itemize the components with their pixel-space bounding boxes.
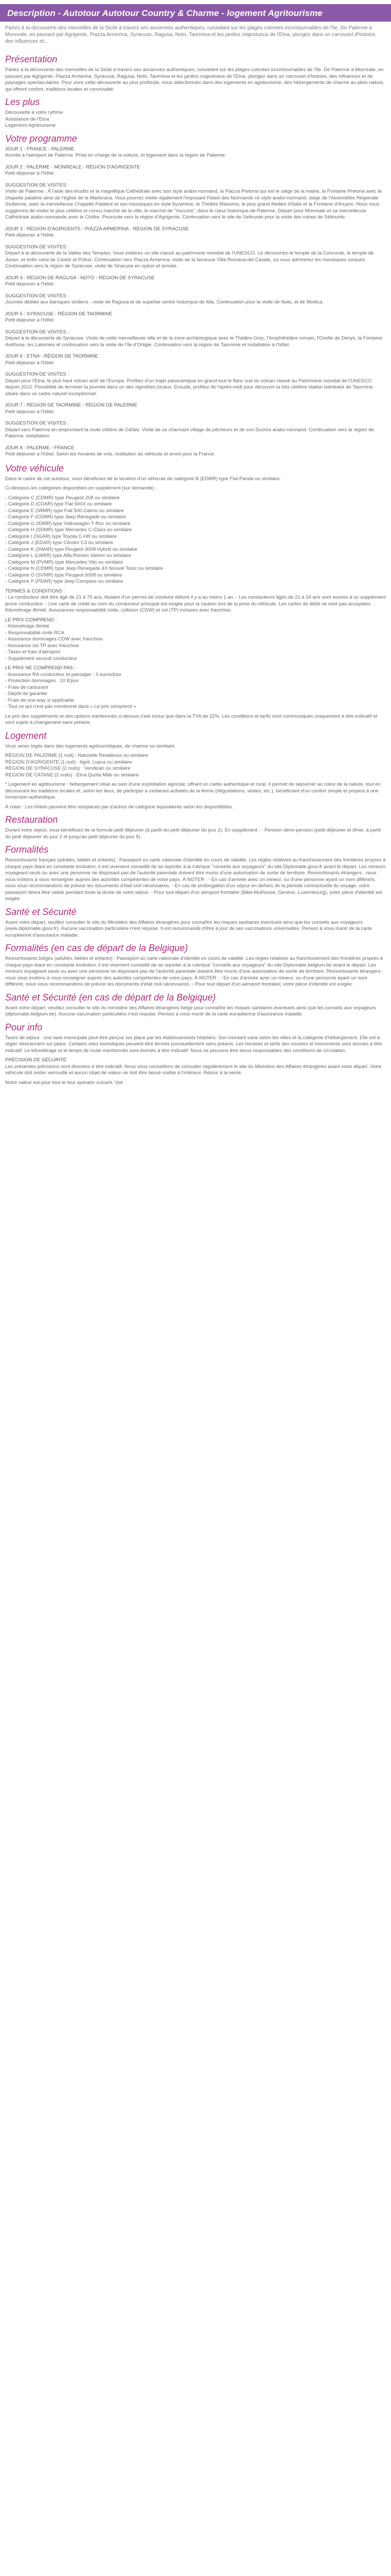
programme-day-text: Visite de Palerme : À l'aide des érudits et la magnifique Cathédrale avec son style arabo-normand, la Piazza Pretoria qui est le siège de la mairie, la Fontaine Pretoria avec la chapelle palatine ainsi de l'église de la Martorana. Vous pourrez visiter également l'imposant Palais des Normands ce style arabo-normand, siège de l'Assemblée Régionale Sicilienne, avec la merveilleuse Chapelle Palatine et ses mosaïques en style byzantine, le Théâtre Massimo, le plus grand théâtre d'Italie et la Fontaine d'Arçano. Nous vous suggérons de visiter le plus célèbre et connu marché de la ville, le marché de "Vucciria", dans le cœur historique de Palerme. Départ pour Monreale et sa merveilleuse Cathédrale arabo-normande avec le Cloître. Poursuite vers la région d'Agrigente. Continuation vers le site de Selinunte pour la visite des ruines de Sélinunte. [5,189,382,220]
formalites-heading: Formalités [5,844,49,855]
programme-day [5,275,386,288]
noprix-item: - Dépôt de garantie [5,691,47,697]
programme-day-text: Départ vers Palerme en empruntant la route côtière de Cefalù. Visite de ce charmant village de pêcheurs et de son Duomo arabo-normand. Continuation vers la région de Palerme, installation. [5,427,374,439]
programme-day-text: Départ à la découverte de Syracuse. Visite de cette merveilleuse ville et de la zone archéologique avec le Théâtre Grec, l'Amphithéâtre romain, l'Oreille de Denys, la Fontaine Aréthuse, les Latomies et continuation vers la visite de l'île d'Ortigie. Continuation vers la région de Taormine et installation à l'hôtel. [5,335,382,348]
vehicule-category-item: - Catégorie I (SGAR) type Toyota C-HR ou similaire [5,533,117,539]
formalites-be-text: Ressortissants belges (adultes, bébés et enfants) : Passeport ou carte nationale d'identité en cours de validité. Les règles relatives au franchissement des frontières propres à chaque pays étant en constante évolution, il est vivement conseillé de se reporter à la rubrique "conseils aux voyageurs" du site Diplomatie.belgium.be avant le départ. Les mineurs voyageant seuls ou avec une personne ne disposant pas de l'autorité parentale doivent être munis d'une autorisation de sortie de territoire. Ressortissants étrangers : nous vous invitons à vous renseigner auprès des autorités compétentes de votre pays. À NOTER : - En cas d'arrivée avec un mineur, ou d'une personne ayant un nom différent, nous vous recommandons de prévoir les documents d'état civil nécessaires. - Pour tout départ d'un aéroport frontalier, votre pièce d'identité est exigée. [5,956,383,987]
programme-day-text: Départ à la découverte de la Vallée des Temples. Vous visiterez un site classé au patrimoine mondial de l'UNESCO. Le découvriez-le temple de la Concorde, le temple de Junon, et enfin celui de Castor et Pollux. Continuation vers Piazza Armerina, visite de la fameuse Villa Romana del Casale, où vous admirerez les mosaïques uniques. Continuation vers la région de Syracuse, visite de Siracusa en option et arrivée. [5,250,374,269]
programme-day-text: Journée dédiée aux baroques siciliens : visite de Ragusa et de superbe centre historique de Ibla. Continuation pour la visite de Noto, et de Modica. [5,299,324,305]
programme-day-title: JOUR 2 : PALERME - MONREALE - RÉGION D'AGRIGENTE [5,164,140,170]
sante-heading: Santé et Sécurité [5,906,77,917]
prix-item: - Kilométrage illimité [5,623,50,629]
prix-title: LE PRIX COMPREND : [5,617,57,623]
logement-text: Vous serez logés dans des logements agritouristiques, de charme ou similaire. [5,743,176,749]
logement-note: À noter : Les hôtels peuvent être remplacés par d'autres de catégorie équivalente selon les disponibilités. [5,804,234,810]
programme-day-text: Petit déjeuner à l'hôtel. [5,409,55,415]
programme-day [5,164,386,177]
noprix-list [5,672,386,710]
vehicule-category-item: - Catégorie O (SVMR) type Peugeot 5008 ou similaire [5,572,122,578]
infos-text: Taxes de séjour : une taxe municipale peut être perçue sur place par les établissements hôteliers. Son montant varie selon les villes et la catégorie d'hébergement. Elle est à régler directement sur place. Certains sites touristiques peuvent être fermés ponctuellement sans préavis. Les horaires et tarifs des musées et monuments sont donnés à titre indicatif. Le kilométrage et le temps de route mentionnés sont donnés à titre indicatif. Nous ne pouvons être tenus responsables des conditions de circulation. [5,1035,382,1054]
vehicule-category-item: - Catégorie E (IWMR) type Fiat 500 Cabrio ou similaire [5,507,124,514]
programme-day-title: SUGGESTION DE VISITES : [5,329,69,335]
main-content [0,54,391,1086]
programme-day [5,329,386,349]
restauration-heading: Restauration [5,815,58,825]
programme-day-title: SUGGESTION DE VISITES : [5,420,69,426]
programme-day [5,402,386,415]
programme-day-text: Petit déjeuner à l'hôtel. Selon les horaires de vols, restitution du véhicule et envol pour la France. [5,451,216,457]
logement-list [5,753,386,778]
programme-day-text: Départ pour l'Etna, le plus haut volcan actif de l'Europe. Profitez d'un trajet panoramique en grand tout le flanc sud du volcan classé au Patrimoine mondial de l'UNESCO depuis 2013. Possibilité de terminer la journée dans un des vignobles locaux. Ensuite, profitez de l'après-midi pour découvrir la très célèbre station balnéaire de Taormine, située dans un cadre naturel exceptionnel. [5,378,374,397]
lesplus-heading: Les plus [5,97,40,107]
sante-text: Avant votre départ, veuillez consulter le site du Ministère des Affaires étrangères pour connaître les risques sanitaires éventuels ainsi que les conseils aux voyageurs (www.diplomatie.gouv.fr). Aucune vaccination particulière n'est requise. Il est recommandé d'être à jour de ses vaccinations universelles. Pensez à vous munir de la carte européenne d'assurance maladie. [5,919,372,938]
vehicule-category-item: - Catégorie J (EDAR) type Citroën C3 ou similaire [5,540,113,546]
noprix-item: - Frais de one-way si applicable [5,697,74,703]
noprix-item: - Frais de carburant [5,684,48,690]
vehicule-note: Le prix des suppléments et des options mentionnés ci-dessus n'est inclus que dans la TVA de 22%. Les conditions et tarifs sont communiqués uniquement à titre indicatif et sont sujets à changement sans préavis. [5,713,378,725]
lesplus-item: Logement Agritourisme [5,123,56,128]
programme-day [5,311,386,324]
programme-day [5,445,386,458]
vehicule-categories-intro: Ci-dessous les catégories disponibles en supplément (sur demande) : [5,485,157,491]
intro-text: Partez à la découverte des merveilles de la Sicile à travers ses anciennes authentiques, ruisselant sur les plages colorées incontournables de l'Ile. De Palerme à Monreale, en passant par Agrigente, Piazza Armerina, Syracuse, Ragusa, Noto, Taormina et les jardins majestueux de l'Etna, plongez dans un carrousel d'histoire, des influences et... [5,25,377,44]
programme-day-title: SUGGESTION DE VISITES : [5,371,69,377]
vehicule-text: Dans le cadre de cet autotour, vous bénéficiez de la location d'un véhicule de catégorie B (EDMR) type Fiat Panda ou similaire. [5,476,281,482]
programme-day-text: Petit déjeuner à l'hôtel. [5,232,55,238]
logement-heading: Logement [5,730,47,741]
restauration-text: Durant votre séjour, vous bénéficiez de la formule petit déjeuner (à partir du petit déjeuner du jour 2). En supplément : - Pension demi-pension (petit déjeuner et dîner, à partir du petit déjeuner du jour 2 et jusqu'au petit déjeuner du jour 8). [5,827,382,840]
precision-text: Les présentes précisions sont données à titre indicatif. Nous vous conseillons de consulter régulièrement le site du Ministère des Affaires étrangères avant votre départ. Votre véhicule doit rester verrouillé et aucun objet de valeur ne doit être laissé visible à l'intérieur. Retour à la vente. [5,1063,382,1076]
programme-day-title: JOUR 7 : RÉGION DE TAORMINE - RÉGION DE PALERME [5,402,138,408]
prix-item: - Responsabilité civile RCA [5,630,64,636]
programme-day-title: SUGGESTION DE VISITES : [5,293,69,299]
vehicule-category-item: - Catégorie G (IDMR) type Volkswagen T-Roc ou similaire [5,520,131,527]
prix-item: - Assurance vol TP avec franchise [5,642,79,649]
programme-day [5,182,386,221]
logement-item: RÉGION DE SYRACUSE (2 nuits) : Vendicari ou similaire [5,766,131,771]
programme-day-title: JOUR 3 : RÉGION D'AGRIGENTE - PIAZZA ARMERINA - RÉGION DE SYRACUSE [5,226,189,232]
logement-item: RÉGION DE PALERME (1 nuit) : Naturelle Residence ou similaire [5,753,149,758]
programme-day-title: JOUR 6 : ETNA - RÉGION DE TAORMINE [5,353,99,359]
programme-day [5,420,386,440]
programme-day [5,371,386,397]
vehicule-category-item: - Catégorie H (SDMR) type Mercedes C-Class ou similaire [5,527,132,533]
programme-days [5,146,386,458]
programme-day-text: Petit déjeuner à l'hôtel. [5,281,55,287]
programme-day-title: JOUR 5 : SYRACUSE - RÉGION DE TAORMINE [5,311,112,317]
formalites-text: Ressortissants français (adultes, bébés et enfants) : Passeport ou carte nationale d'identité en cours de validité. Les règles relatives au franchissement des frontières propres à chaque pays étant en constante évolution, il est vivement conseillé de se reporter à la rubrique "conseils aux voyageurs" du site Diplomatie.gouv.fr avant le départ. Les mineurs voyageant seuls ou avec une personne ne disposant pas de l'autorité parentale doivent être munis d'une autorisation de sortie de territoire. Ressortissants étrangers : nous vous invitons à vous renseigner auprès des autorités compétentes de votre pays. À NOTER : - En cas d'arrivée avec un mineur, ou d'une personne ayant un nom différent, nous vous recommandons de prévoir les documents d'état civil nécessaires. - En cas de prolongation d'un séjour en dehors de la période contractuelle du voyage, votre passeport devra être valide pendant toute la durée de votre séjour. - Pour tout départ d'un aéroport frontalier (Bâle-Mulhouse, Genève, Luxembourg), votre pièce d'identité est exigée. [5,857,386,902]
logement-item: RÉGION DE CATANE (2 nuits) : Etna Quota Mille ou similaire [5,772,139,778]
terms-title: TERMES & CONDITIONS : [5,588,66,594]
logement-extra: * Logement en agritourisme : hébergement situé au sein d'une exploitation agricole, offrant un cadre authentique et rural. Il permet de séjourner au cœur de la nature, tout en découvrant les traditions locales et, selon les lieux, de participer à certaines activités de la ferme (dégustations, visites, etc.), bénéficiant d'un confort simple et propice à une immersion authentique. [5,782,381,800]
prix-item: - Taxes et frais d'aéroport [5,649,60,655]
programme-day-title: JOUR 4 : RÉGION DE RAGUSA - NOTO - RÉGION DE SYRACUSE [5,275,155,281]
vehicule-category-item: - Catégorie M (PVMR) type Mercedes Vito ou similaire [5,559,123,565]
vehicule-category-item: - Catégorie N (CDMR) type Jeep Renegade 4X Nouvel Tonic ou similaire [5,566,164,571]
programme-day [5,353,386,366]
noprix-item: - Assurance RA conducteur et passager : 3 euros/jour [5,671,122,677]
programme-day [5,226,386,239]
noprix-item: - Tout ce qui n'est pas mentionné dans « Le prix comprend » [5,704,137,709]
lesplus-list [5,110,386,129]
prix-item: - Supplément second conducteur [5,655,77,662]
programme-day-title: SUGGESTION DE VISITES : [5,182,69,188]
lesplus-item: Assistance de l'Etna [5,116,50,122]
vehicule-category-item: - Catégorie D (CDAR) type Fiat 500X ou similaire [5,501,112,507]
page-title: Description - Autotour Autotour Country & Charme - logement Agritourisme [7,8,323,18]
vehicule-heading: Votre véhicule [5,463,64,473]
terms-text: - Le conducteur doit être âgé de 21 à 75 ans, titulaire d'un permis de conduire délivré il y a au moins 1 an. - Les conducteurs âgés de 21 à 24 ans sont soumis à un supplément jeune conducteur. - Une carte de crédit au nom du conducteur principal est exigée pour la caution lors de la prise du véhicule. Les cartes de débit ne sont pas acceptées. - Kilométrage illimité. Assurances responsabilité civile, collision (CDW) et vol (TP) incluses avec franchise. [5,595,386,613]
programme-day [5,244,386,270]
presentation-heading: Présentation [5,54,58,64]
vehicule-category-item: - Catégorie L (LWAR) type Alfa Romeo Stelvio ou similaire [5,553,132,558]
programme-day-title: SUGGESTION DE VISITES : [5,244,69,250]
sante-be-heading: Santé et Sécurité (en cas de départ de la Belgique) [5,992,216,1003]
presentation-text: Partez à la découverte des merveilles de la Sicile à travers ses anciennes authentiques, ruisselant sur les plages colorées incontournables de l'île. De Palerme à Monreale, en passant par Agrigente, Piazza Armerina, Syracuse, Ragusa, Noto, Taormina et les jardins majestueux de l'Etna, plongez dans un carrousel d'histoire, des influences et de paysages spectaculaires. Pour vivre cette découverte au plus profonde, nous sélectionnés dans des logements en agritourisme, des hébergements de charme au plein nature, qui offrent confort, traditions locales et convivialité. [5,67,385,92]
precision-title: PRÉCISION DE SÉCURITÉ [5,1057,67,1063]
programme-day-title: JOUR 1 : FRANCE - PALERME [5,146,74,152]
programme-day-text: Arrivée à l'aéroport de Palerme. Prise en charge de la voiture, et logement dans la région de Palerme. [5,152,226,158]
formalites-be-heading: Formalités (en cas de départ de la Belgique) [5,943,188,953]
vehicule-category-item: - Catégorie K (SWAR) type Peugeot 3008 Hybrid ou similaire [5,546,138,552]
programme-day [5,146,386,159]
programme-day-text: Petit déjeuner à l'hôtel. [5,317,55,323]
noprix-title: LE PRIX NE COMPREND PAS : [5,665,76,671]
programme-day-text: Petit déjeuner à l'hôtel. [5,171,55,176]
sante-be-text: Avant votre départ, veuillez consulter le site du ministère des Affaires étrangères belge pour connaître les risques sanitaires éventuels ainsi que les conseils aux voyageurs (diplomatie.belgium.be). Aucune vaccination particulière n'est requise. Pensez à vous munir de la carte européenne d'assurance maladie. [5,1005,376,1017]
lesplus-item: Découverte à votre rythme [5,110,63,115]
vehicule-category-item: - Catégorie C (CDMR) type Peugeot 208 ou similaire [5,495,120,501]
programme-day [5,293,386,306]
page-banner [0,4,391,22]
infos-heading: Pour info [5,1022,43,1032]
logement-item: RÉGION D'AGRIGENTE (1 nuit) : Agrit. Lupus ou similaire [5,759,132,765]
vehicule-category-item: - Catégorie P (PDAR) type Jeep Compass ou similaire [5,579,123,584]
prix-item: - Assurance dommages CDW avec franchise [5,636,103,642]
vehicule-category-item: - Catégorie F (CDMR) type Jeep Renegade ou similaire [5,514,126,520]
programme-day-title: JOUR 8 : PALERME - FRANCE [5,445,74,451]
vehicule-categories-list [5,495,386,585]
footer-text: Notre valeur est pour tout le tour operator suivant. Voir [5,1079,123,1086]
noprix-item: - Protection dommages : 10 €/jour [5,678,79,684]
programme-heading: Votre programme [5,133,77,144]
programme-day-text: Petit déjeuner à l'hôtel. [5,360,55,366]
prix-list [5,623,386,662]
